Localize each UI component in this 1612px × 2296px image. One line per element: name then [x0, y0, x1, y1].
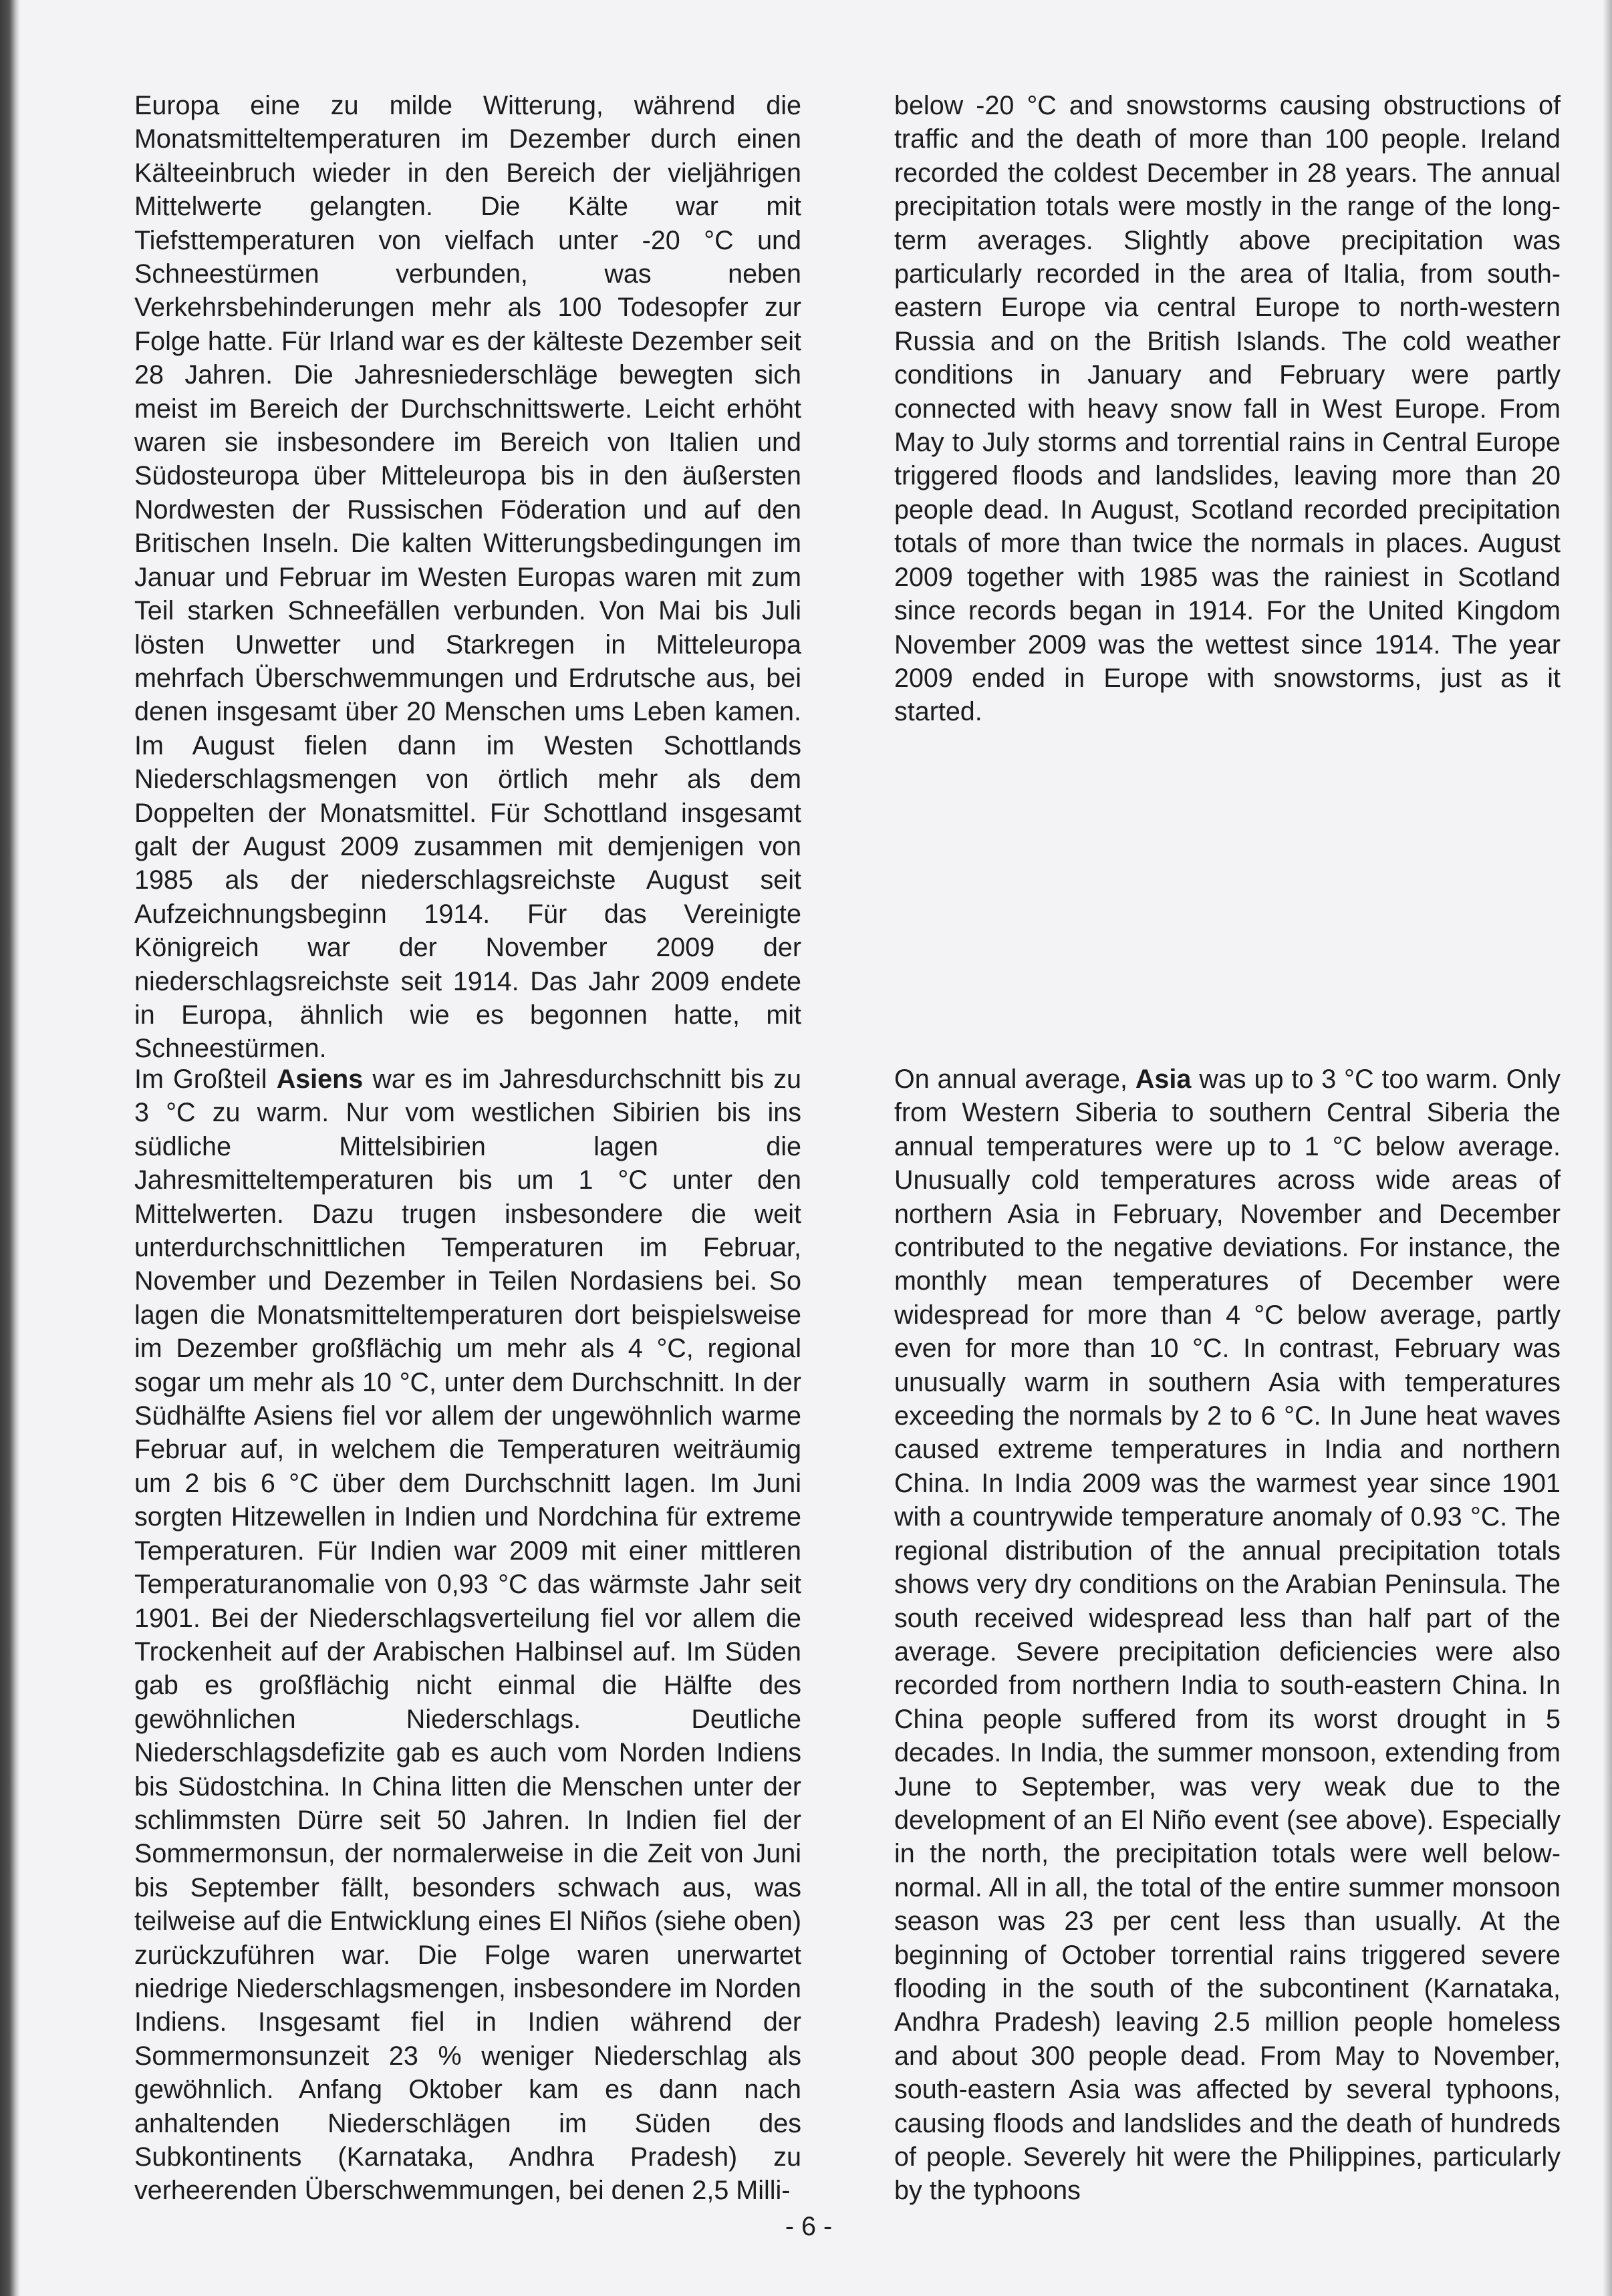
asia-en-prefix: On annual average,	[894, 1064, 1135, 1094]
english-text-europe	[894, 89, 1561, 729]
scan-left-edge	[0, 0, 20, 2296]
german-text-europe	[134, 89, 801, 1066]
asia-de-prefix: Im Großteil	[134, 1064, 277, 1094]
asia-de-body: war es im Jahresdurchschnitt bis zu 3 °C zu warm. Nur vom westlichen Sibirien bis ins südliche Mittelsibirien lagen die Jahresmitteltemperaturen bis um 1 °C unter den Mittelwerten. Dazu trugen insbesondere die weit unterdurchschnittlichen Temperaturen im Februar, November und Dezember in Teilen Nordasiens bei. So lagen die Monatsmitteltemperaturen dort beispielsweise im Dezember großflächig um mehr als 4 °C, regional sogar um mehr als 10 °C, unter dem Durchschnitt. In der Südhälfte Asiens fiel vor allem der ungewöhnlich warme Februar auf, in welchem die Temperaturen weiträumig um 2 bis 6 °C über dem Durchschnitt lagen. Im Juni sorgten Hitzewellen in Indien und Nordchina für extreme Temperaturen. Für Indien war 2009 mit einer mittleren Temperaturanomalie von 0,93 °C das wärmste Jahr seit 1901. Bei der Niederschlagsverteilung fiel vor allem die Trockenheit auf der Arabischen Halbinsel auf. Im Süden gab es großflächig nicht einmal die Hälfte des gewöhnlichen Niederschlags. Deutliche Niederschlagsdefizite gab es auch vom Norden Indiens bis Südostchina. In China litten die Menschen unter der schlimmsten Dürre seit 50 Jahren. In Indien fiel der Sommermonsun, der normalerweise in die Zeit von Juni bis September fällt, besonders schwach aus, was teilweise auf die Entwicklung eines El Niños (siehe oben) zurückzuführen war. Die Folge waren unerwartet niedrige Niederschlagsmengen, insbesondere im Norden Indiens. Insgesamt fiel in Indien während der Sommermonsunzeit 23 % weniger Niederschlag als gewöhnlich. Anfang Oktober kam es dann nach anhaltenden Niederschlägen im Süden des Subkontinents (Karnataka, Andhra Pradesh) zu verheerenden Überschwemmungen, bei denen 2,5 Milli-	[134, 1064, 801, 2206]
paragraph-asia-de	[134, 1062, 801, 2208]
paragraph-asia-en	[894, 1062, 1561, 2208]
asia-de-keyword: Asiens	[276, 1064, 364, 1094]
german-text-asia	[134, 1062, 801, 2208]
paragraph-europe-en: below -20 °C and snowstorms causing obstructions of traffic and the death of more than 100 people. Ireland recorded the coldest December in 28 years. The annual precipitation totals were mostly in the range of the long-term averages. Slightly above precipitation was particularly recorded in the area of Italia, from south-eastern Europe via central Europe to north-western Russia and on the British Islands. The cold weather conditions in January and February were partly connected with heavy snow fall in West Europe. From May to July storms and torrential rains in Central Europe triggered floods and landslides, leaving more than 20 people dead. In August, Scotland recorded precipitation totals of more than twice the normals in places. August 2009 together with 1985 was the rainiest in Scotland since records began in 1914. For the United Kingdom November 2009 was the wettest since 1914. The year 2009 ended in Europe with snowstorms, just as it started.	[894, 91, 1561, 727]
asia-en-keyword: Asia	[1135, 1064, 1192, 1094]
asia-en-body: was up to 3 °C too warm. Only from Western Siberia to southern Central Siberia the annual temperatures were up to 1 °C below average. Unusually cold temperatures across wide areas of northern Asia in February, November and December contributed to the negative deviations. For instance, the monthly mean temperatures of December were widespread for more than 4 °C below average, partly even for more than 10 °C. In contrast, February was unusually warm in southern Asia with temperatures exceeding the normals by 2 to 6 °C. In June heat waves caused extreme temperatures in India and northern China. In India 2009 was the warmest year since 1901 with a countrywide temperature anomaly of 0.93 °C. The regional distribution of the annual precipitation totals shows very dry conditions on the Arabian Peninsula. The south received widespread less than half part of the average. Severe precipitation deficiencies were also recorded from northern India to south-eastern China. In China people suffered from its worst drought in 5 decades. In India, the summer monsoon, extending from June to September, was very weak due to the development of an El Niño event (see above). Especially in the north, the precipitation totals were well below-normal. All in all, the total of the entire summer monsoon season was 23 per cent less than usually. At the beginning of October torrential rains triggered severe flooding in the south of the subcontinent (Karnataka, Andhra Pradesh) leaving 2.5 million people homeless and about 300 people dead. From May to November, south-eastern Asia was affected by several typhoons, causing floods and landslides and the death of hundreds of people. Severely hit were the Philippines, particularly by the typhoons	[894, 1064, 1561, 2206]
paragraph-europe-de: Europa eine zu milde Witterung, während die Monatsmitteltemperaturen im Dezember durch einen Kälteeinbruch wieder in den Bereich der vieljährigen Mittelwerte gelangten. Die Kälte war mit Tiefsttemperaturen von vielfach unter -20 °C und Schneestürmen verbunden, was neben Verkehrsbehinderungen mehr als 100 Todesopfer zur Folge hatte. Für Irland war es der kälteste Dezember seit 28 Jahren. Die Jahresniederschläge bewegten sich meist im Bereich der Durchschnittswerte. Leicht erhöht waren sie insbesondere im Bereich von Italien und Südosteuropa über Mitteleuropa bis in den äußersten Nordwesten der Russischen Föderation und auf den Britischen Inseln. Die kalten Witterungsbedingungen im Januar und Februar im Westen Europas waren mit zum Teil starken Schneefällen verbunden. Von Mai bis Juli lösten Unwetter und Starkregen in Mitteleuropa mehrfach Überschwemmungen und Erdrutsche aus, bei denen insgesamt über 20 Menschen ums Leben kamen. Im August fielen dann im Westen Schottlands Niederschlagsmengen von örtlich mehr als dem Doppelten der Monatsmittel. Für Schottland insgesamt galt der August 2009 zusammen mit demjenigen von 1985 als der niederschlagsreichste August seit Aufzeichnungsbeginn 1914. Für das Vereinigte Königreich war der November 2009 der niederschlagsreichste seit 1914. Das Jahr 2009 endete in Europa, ähnlich wie es begonnen hatte, mit Schneestürmen.	[134, 91, 801, 1064]
page-number: - 6 -	[785, 2212, 833, 2241]
english-text-asia	[894, 1062, 1561, 2208]
scan-right-edge	[1603, 0, 1612, 2296]
